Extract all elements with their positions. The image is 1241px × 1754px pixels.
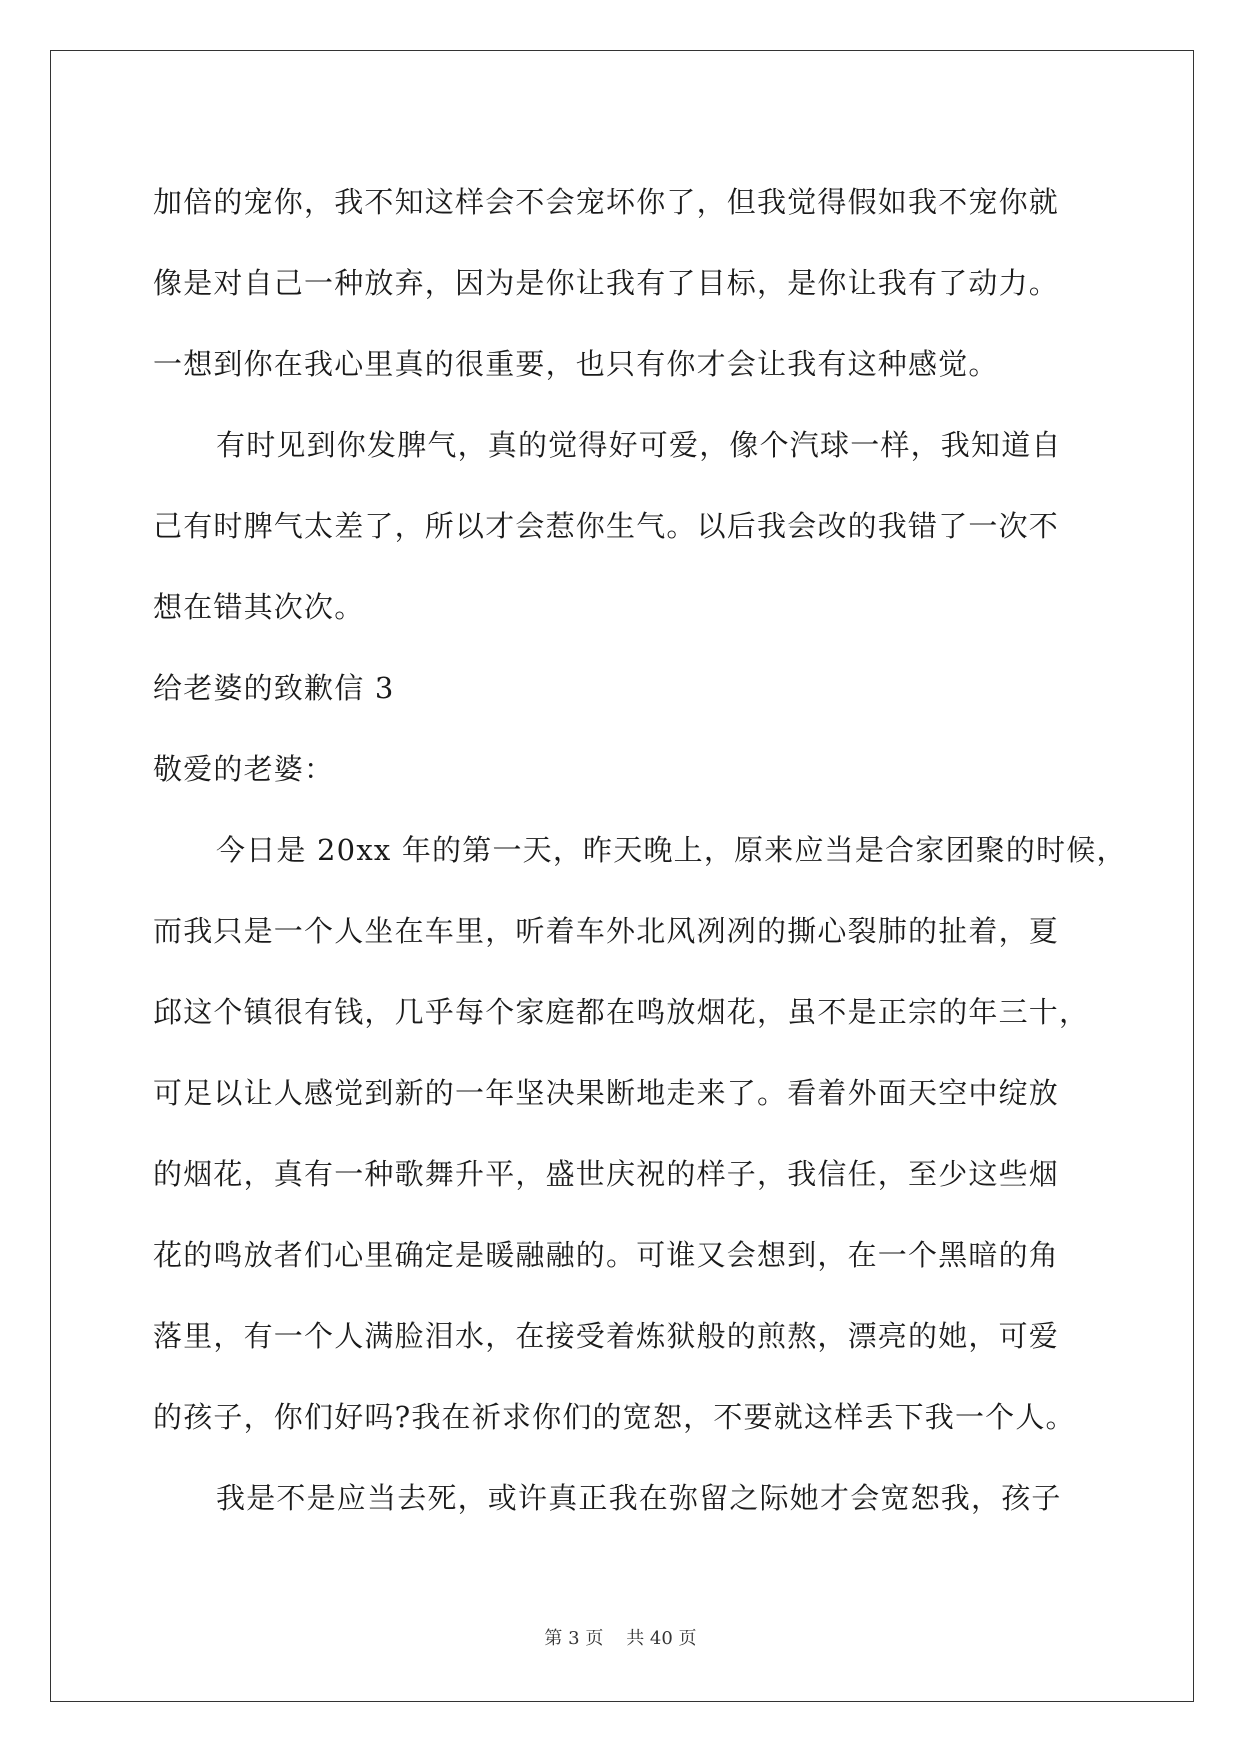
paragraph-start-line: 有时见到你发脾气，真的觉得好可爱，像个汽球一样，我知道自 xyxy=(216,428,1062,462)
paragraph-start-line: 我是不是应当去死，或许真正我在弥留之际她才会宽恕我，孩子 xyxy=(216,1481,1062,1515)
text-line: 己有时脾气太差了，所以才会惹你生气。以后我会改的我错了一次不 xyxy=(153,509,1060,543)
text-line: 加倍的宠你，我不知这样会不会宠坏你了，但我觉得假如我不宠你就 xyxy=(153,185,1060,219)
text-line: 而我只是一个人坐在车里，听着车外北风冽冽的撕心裂肺的扯着，夏 xyxy=(153,914,1060,948)
text-line: 像是对自己一种放弃，因为是你让我有了目标，是你让我有了动力。 xyxy=(153,266,1060,300)
text-line: 想在错其次次。 xyxy=(153,590,365,624)
text-line: 的烟花，真有一种歌舞升平，盛世庆祝的样子，我信任，至少这些烟 xyxy=(153,1157,1060,1191)
text-line: 邱这个镇很有钱，几乎每个家庭都在鸣放烟花，虽不是正宗的年三十， xyxy=(153,995,1090,1029)
section-heading: 给老婆的致歉信 3 xyxy=(153,671,395,705)
text-line: 可足以让人感觉到新的一年坚决果断地走来了。看着外面天空中绽放 xyxy=(153,1076,1060,1110)
text-line: 的孩子，你们好吗?我在祈求你们的宽恕，不要就这样丢下我一个人。 xyxy=(153,1400,1076,1434)
text-line: 落里，有一个人满脸泪水，在接受着炼狱般的煎熬，漂亮的她，可爱 xyxy=(153,1319,1060,1353)
page-number: 第 3 页 共 40 页 xyxy=(544,1628,697,1649)
page-footer xyxy=(0,1624,1241,1650)
text-line: 一想到你在我心里真的很重要，也只有你才会让我有这种感觉。 xyxy=(153,347,999,381)
document-body xyxy=(153,162,1127,1539)
salutation: 敬爱的老婆： xyxy=(153,752,335,786)
text-line: 花的鸣放者们心里确定是暖融融的。可谁又会想到，在一个黑暗的角 xyxy=(153,1238,1060,1272)
paragraph-start-line: 今日是 20xx 年的第一天，昨天晚上，原来应当是合家团聚的时候， xyxy=(216,833,1127,867)
